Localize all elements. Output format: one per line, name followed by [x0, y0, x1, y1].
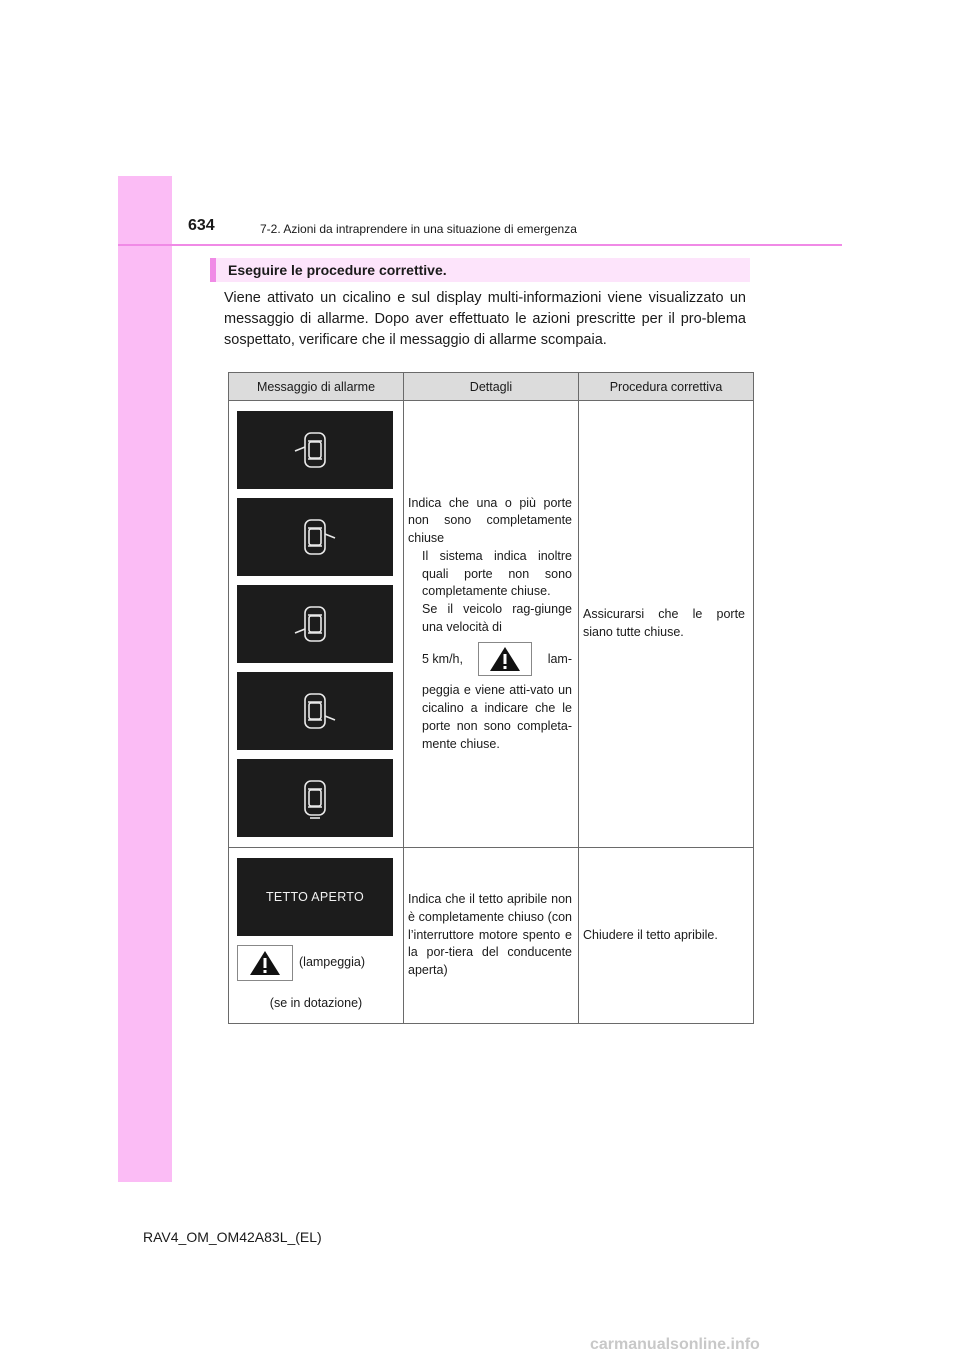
- warning-triangle-icon: [478, 642, 532, 676]
- blink-label: (lampeggia): [299, 955, 366, 970]
- equipment-note: (se in dotazione): [269, 996, 363, 1010]
- warning-message-table: [228, 372, 754, 1024]
- door-rear-right-icon: [237, 672, 393, 750]
- table-row: [229, 848, 754, 1024]
- detail-sub-text-2c: peggia e viene atti-vato un cicalino a indicare che le porte non sono completa-mente chiuse.: [422, 683, 572, 751]
- watermark: carmanualsonline.info: [590, 1336, 760, 1353]
- blink-indicator-row: [237, 945, 395, 981]
- header-divider: [118, 244, 842, 246]
- warning-triangle-icon: [237, 945, 293, 981]
- table-header-row: [229, 373, 754, 401]
- chapter-sidebar-tab: [118, 176, 172, 1182]
- intro-paragraph: Viene attivato un cicalino e sul display multi-informazioni viene visualizzato un messaggio di allarme. Dopo aver effettuato le azioni prescritte per il pro-blema sospettato, verificare che il messaggio di allarme scompaia.: [224, 290, 746, 348]
- roof-warning-details: Indica che il tetto apribile non è completamente chiuso (con l’interruttore motore spento e la por-tiera del conducente aperta): [404, 848, 579, 1024]
- roof-warning-procedure: Chiudere il tetto apribile.: [579, 848, 754, 1024]
- door-trunk-icon: [237, 759, 393, 837]
- table-row: [229, 401, 754, 848]
- door-front-right-icon: [237, 498, 393, 576]
- detail-main-text: Indica che una o più porte non sono completamente chiuse: [408, 495, 572, 546]
- door-warning-procedure: Assicurarsi che le porte siano tutte chiuse.: [579, 401, 754, 848]
- section-heading-box: [210, 258, 750, 282]
- chapter-title: 7-2. Azioni da intraprendere in una situazione di emergenza: [260, 222, 577, 236]
- roof-open-screen-text: TETTO APERTO: [265, 890, 365, 904]
- table-header-message: Messaggio di allarme: [229, 373, 404, 401]
- door-rear-left-icon: [237, 585, 393, 663]
- roof-warning-cell: [229, 848, 404, 1024]
- door-warning-screens: [229, 401, 404, 848]
- detail-speed: 5 km/h,: [422, 651, 463, 666]
- page-number: 634: [188, 217, 215, 234]
- speed-warning-line: [422, 642, 572, 676]
- door-warning-details: [404, 401, 579, 848]
- table-header-details: Dettagli: [404, 373, 579, 401]
- detail-sub-text-1: Il sistema indica inoltre quali porte non sono completamente chiuse.: [422, 548, 572, 599]
- section-title: Eseguire le procedure correttive.: [228, 262, 447, 278]
- roof-open-screen: [237, 858, 393, 936]
- detail-sub-text-2b: lam-: [547, 651, 572, 666]
- detail-speed-line: [408, 642, 572, 676]
- document-code: RAV4_OM_OM42A83L_(EL): [143, 1229, 322, 1245]
- detail-sub-text-2a: Se il veicolo rag-giunge una velocità di: [422, 602, 572, 634]
- table-header-procedure: Procedura correttiva: [579, 373, 754, 401]
- door-front-left-icon: [237, 411, 393, 489]
